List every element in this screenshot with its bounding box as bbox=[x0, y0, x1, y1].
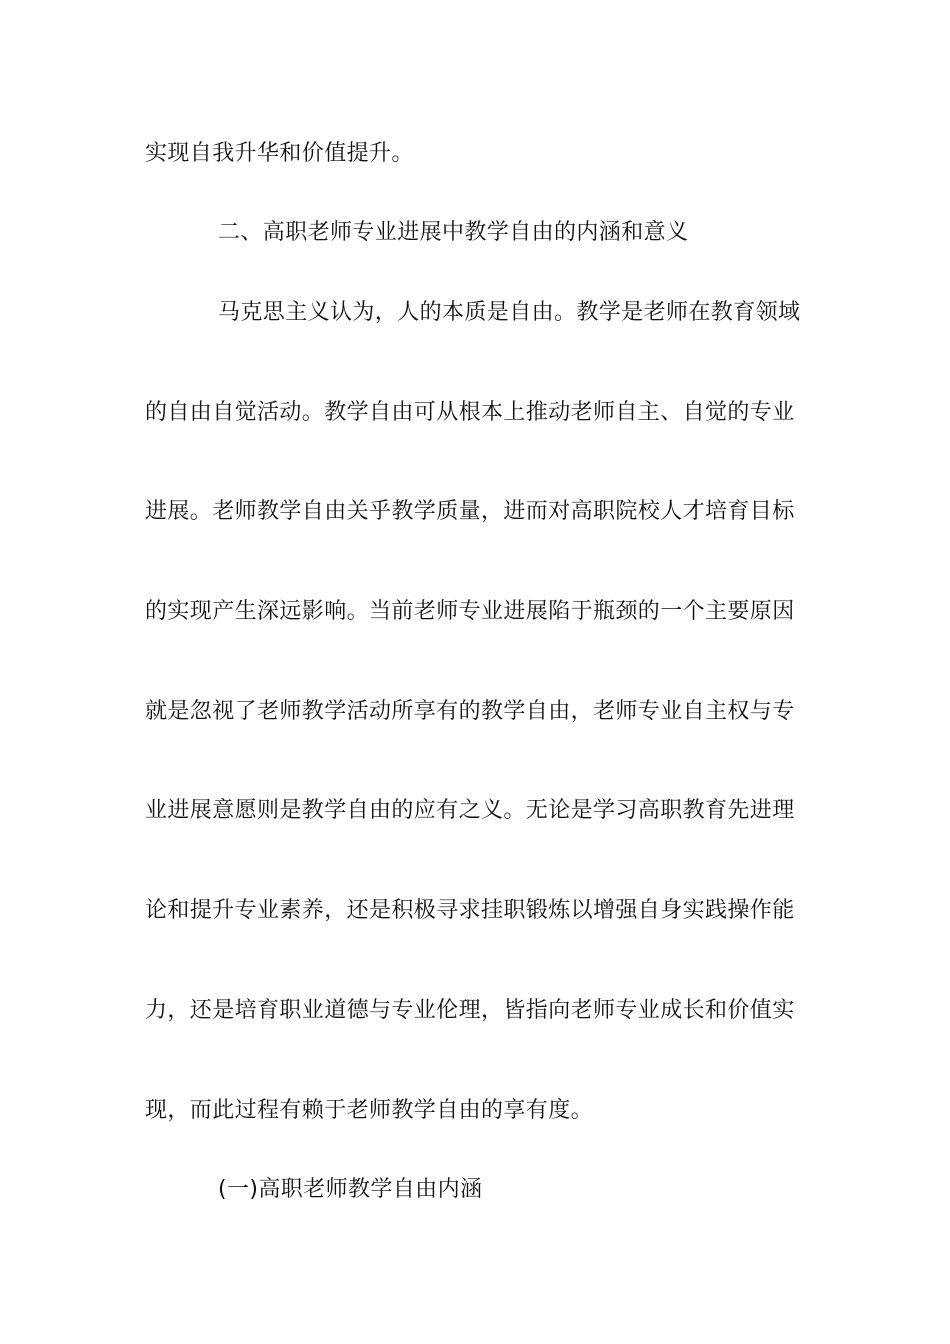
paragraph-line: 现，而此过程有赖于老师教学自由的享有度。 bbox=[145, 1098, 594, 1123]
paragraph-line: 的自由自觉活动。教学自由可从根本上推动老师自主、自觉的专业 bbox=[145, 400, 795, 425]
subsection-heading: (一)高职老师教学自由内涵 bbox=[218, 1177, 483, 1202]
paragraph-line: 马克思主义认为，人的本质是自由。教学是老师在教育领域 bbox=[218, 300, 801, 325]
paragraph-line: 论和提升专业素养，还是积极寻求挂职锻炼以增强自身实践操作能 bbox=[145, 898, 795, 923]
paragraph-line: 力，还是培育职业道德与专业伦理，皆指向老师专业成长和价值实 bbox=[145, 998, 795, 1023]
paragraph-line: 实现自我升华和价值提升。 bbox=[145, 141, 414, 166]
paragraph-line: 的实现产生深远影响。当前老师专业进展陷于瓶颈的一个主要原因 bbox=[145, 599, 795, 624]
paragraph-line: 进展。老师教学自由关乎教学质量，进而对高职院校人才培育目标 bbox=[145, 499, 795, 524]
paragraph-line: 就是忽视了老师教学活动所享有的教学自由，老师专业自主权与专 bbox=[145, 699, 795, 724]
paragraph-line: 业进展意愿则是教学自由的应有之义。无论是学习高职教育先进理 bbox=[145, 798, 795, 823]
section-heading: 二、高职老师专业进展中教学自由的内涵和意义 bbox=[218, 220, 689, 245]
